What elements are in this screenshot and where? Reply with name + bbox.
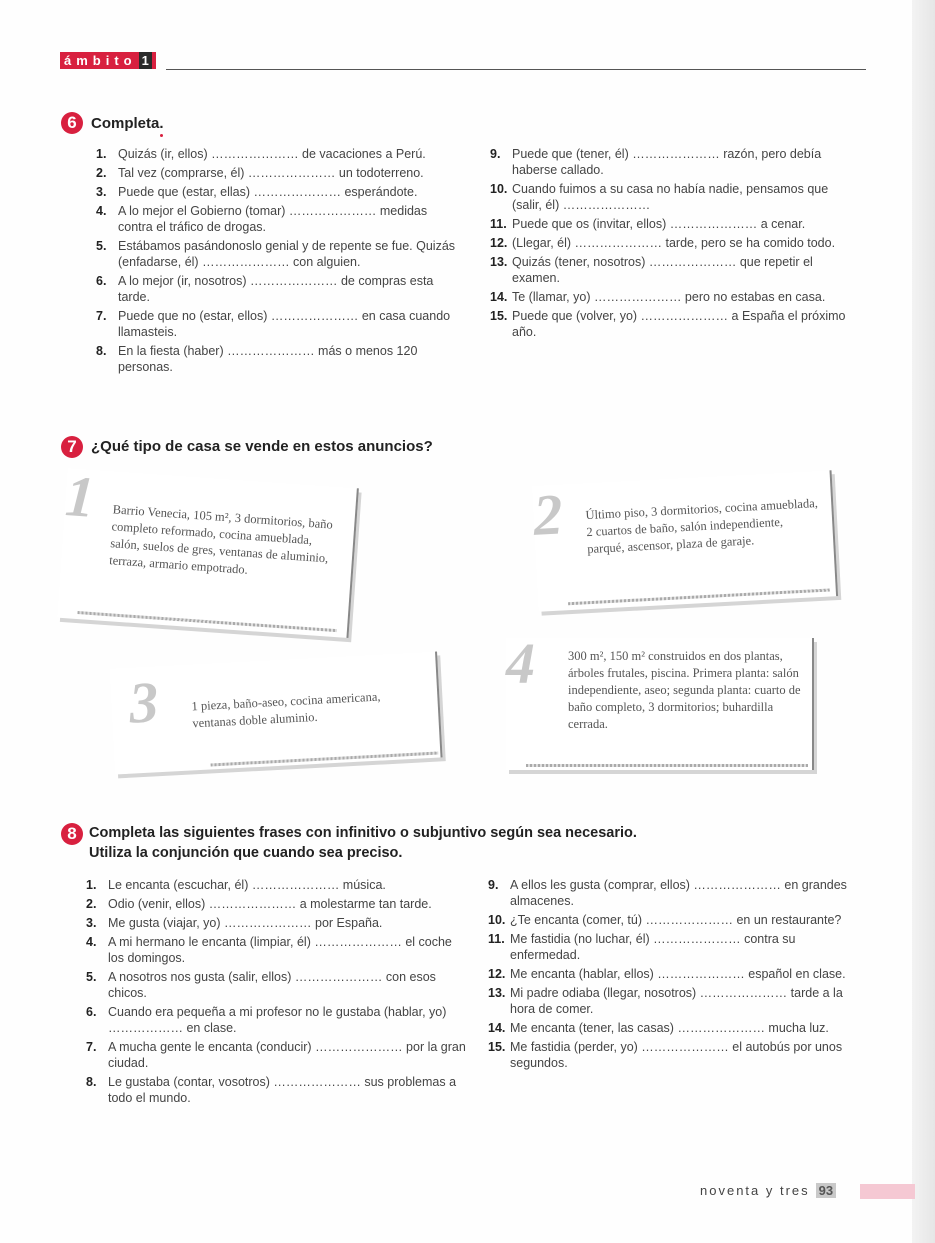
item-number: 1. (86, 878, 97, 892)
item-number: 9. (490, 147, 501, 161)
item-number: 3. (86, 916, 97, 930)
item-number: 11. (488, 932, 505, 946)
item-number: 9. (488, 878, 499, 892)
item-number: 4. (96, 204, 107, 218)
item-number: 13. (490, 255, 508, 269)
footer-text: noventa y tres (700, 1183, 810, 1198)
exercise-item (86, 896, 468, 912)
exercise-8-right-column (488, 877, 860, 1074)
exercise-item (490, 289, 855, 305)
exercise-item (86, 969, 468, 1001)
exercise-item (490, 235, 855, 251)
exercise-item (96, 203, 456, 235)
exercise-item (96, 273, 456, 305)
item-number: 14. (490, 290, 508, 304)
item-number: 4. (86, 935, 97, 949)
item-text: (Llegar, él) ………………… tarde, pero se ha comido todo. (512, 236, 836, 250)
exercise-item (86, 1039, 468, 1071)
item-text: Cuando fuimos a su casa no había nadie, pensamos que (salir, él) ………………… (512, 182, 829, 212)
item-number: 13. (488, 986, 506, 1000)
item-number: 15. (488, 1040, 506, 1054)
item-text: Me encanta (hablar, ellos) ………………… español en clase. (510, 967, 846, 981)
item-number: 12. (488, 967, 506, 981)
ad-card-4-number: 4 (506, 631, 535, 696)
page-number: 93 (816, 1183, 836, 1198)
item-number: 11. (490, 217, 507, 231)
header-rule (166, 69, 866, 70)
item-text: Me gusta (viajar, yo) ………………… por España. (108, 916, 383, 930)
exercise-item (86, 915, 468, 931)
exercise-8-title-line-1: Completa las siguientes frases con infinitivo o subjuntivo según sea necesario. (89, 825, 637, 841)
exercise-item (86, 1004, 468, 1036)
item-number: 1. (96, 147, 107, 161)
decorative-dot (160, 134, 163, 137)
ad-card-1 (57, 463, 359, 638)
item-text: A lo mejor (ir, nosotros) ………………… de compras esta tarde. (118, 274, 434, 304)
item-text: Cuando era pequeña a mi profesor no le gustaba (hablar, yo) ……………… en clase. (108, 1005, 447, 1035)
section-number: 1 (139, 52, 152, 69)
item-text: Tal vez (comprarse, él) ………………… un todoterreno. (118, 166, 424, 180)
item-number: 12. (490, 236, 508, 250)
item-text: Puede que (volver, yo) ………………… a España el próximo año. (512, 309, 846, 339)
ad-card-3-text: 1 pieza, baño-aseo, cocina americana, ventanas doble aluminio. (191, 689, 381, 731)
exercise-6-badge: 6 (61, 112, 83, 134)
page-edge-shadow (912, 0, 935, 1243)
section-label: ámbito (64, 53, 137, 68)
exercise-6-title: Completa. (91, 115, 164, 132)
item-text: Mi padre odiaba (llegar, nosotros) ………………… tarde a la hora de comer. (510, 986, 843, 1016)
exercise-item (488, 877, 860, 909)
item-text: Quizás (tener, nosotros) ………………… que repetir el examen. (512, 255, 813, 285)
footer-accent-bar (860, 1184, 915, 1199)
item-text: A lo mejor el Gobierno (tomar) ………………… medidas contra el tráfico de drogas. (118, 204, 428, 234)
ad-card-3 (109, 651, 442, 774)
item-text: Puede que (estar, ellas) ………………… esperándote. (118, 185, 418, 199)
item-number: 10. (490, 182, 508, 196)
exercise-item (490, 254, 855, 286)
item-text: En la fiesta (haber) ………………… más o menos 120 personas. (118, 344, 418, 374)
item-text: Me fastidia (perder, yo) ………………… el autobús por unos segundos. (510, 1040, 843, 1070)
exercise-item (86, 877, 468, 893)
exercise-item (96, 146, 456, 162)
exercise-8-badge: 8 (61, 823, 83, 845)
ad-card-1-rule (77, 611, 337, 632)
item-text: Le gustaba (contar, vosotros) ………………… sus problemas a todo el mundo. (108, 1075, 457, 1105)
exercise-8-title-line-2: Utiliza la conjunción que cuando sea preciso. (89, 845, 403, 861)
ad-card-1-text: Barrio Venecia, 105 m², 3 dormitorios, baño completo reformado, cocina amueblada, salón, suelos de gres, ventanas de aluminio, terraza, armario empotrado. (108, 502, 334, 577)
item-text: A nosotros nos gusta (salir, ellos) ………………… con esos chicos. (108, 970, 436, 1000)
item-text: Puede que os (invitar, ellos) ………………… a cenar. (512, 217, 806, 231)
ad-card-2-number: 2 (531, 481, 565, 548)
exercise-item (490, 146, 855, 178)
ad-card-4-rule (526, 764, 808, 767)
item-text: Me encanta (tener, las casas) ………………… mucha luz. (510, 1021, 829, 1035)
exercise-6-right-column (490, 146, 855, 343)
ad-card-2-text: Último piso, 3 dormitorios, cocina amueblada, 2 cuartos de baño, salón independiente, parqué, ascensor, plaza de garaje. (585, 496, 819, 557)
exercise-6-left-column (96, 146, 456, 378)
item-text: Estábamos pasándonoslo genial y de repente se fue. Quizás (enfadarse, él) ………………… con alguien. (118, 239, 456, 269)
exercise-item (488, 931, 860, 963)
exercise-item (490, 216, 855, 232)
exercise-item (96, 343, 456, 375)
item-text: A mi hermano le encanta (limpiar, él) ………………… el coche los domingos. (108, 935, 452, 965)
exercise-item (488, 1039, 860, 1071)
exercise-item (488, 966, 860, 982)
item-number: 6. (86, 1005, 97, 1019)
exercise-item (96, 184, 456, 200)
item-number: 14. (488, 1021, 506, 1035)
item-number: 2. (86, 897, 97, 911)
item-number: 8. (86, 1075, 97, 1089)
item-number: 5. (86, 970, 97, 984)
exercise-item (86, 1074, 468, 1106)
item-text: ¿Te encanta (comer, tú) ………………… en un restaurante? (510, 913, 842, 927)
section-header-tab (60, 52, 156, 69)
exercise-8-left-column (86, 877, 468, 1109)
ad-card-2 (532, 470, 838, 612)
exercise-7-badge: 7 (61, 436, 83, 458)
exercise-item (488, 912, 860, 928)
exercise-item (490, 308, 855, 340)
exercise-7-title: ¿Qué tipo de casa se vende en estos anuncios? (91, 438, 433, 455)
ad-card-2-rule (568, 588, 830, 605)
ad-card-4-text: 300 m², 150 m² construidos en dos plantas, árboles frutales, piscina. Primera planta: salón independiente, aseo; segunda planta: cuarto de baño completo, 3 dormitorios; buhardilla cerrada. (568, 649, 801, 731)
ad-card-4 (506, 631, 814, 770)
item-number: 10. (488, 913, 506, 927)
exercise-item (86, 934, 468, 966)
item-text: A ellos les gusta (comprar, ellos) ………………… en grandes almacenes. (510, 878, 847, 908)
item-number: 7. (96, 309, 107, 323)
item-text: Puede que (tener, él) ………………… razón, pero debía haberse callado. (512, 147, 822, 177)
item-number: 6. (96, 274, 107, 288)
item-text: A mucha gente le encanta (conducir) ………………… por la gran ciudad. (108, 1040, 466, 1070)
item-number: 3. (96, 185, 107, 199)
item-number: 2. (96, 166, 107, 180)
ad-card-1-number: 1 (63, 463, 97, 530)
exercise-item (488, 985, 860, 1017)
exercise-item (488, 1020, 860, 1036)
item-number: 7. (86, 1040, 97, 1054)
exercise-item (490, 181, 855, 213)
item-text: Odio (venir, ellos) ………………… a molestarme tan tarde. (108, 897, 432, 911)
item-text: Puede que no (estar, ellos) ………………… en casa cuando llamasteis. (118, 309, 451, 339)
page-footer (700, 1183, 836, 1198)
item-text: Le encanta (escuchar, él) ………………… música. (108, 878, 386, 892)
exercise-item (96, 165, 456, 181)
item-text: Te (llamar, yo) ………………… pero no estabas en casa. (512, 290, 826, 304)
exercise-item (96, 238, 456, 270)
ad-card-3-number: 3 (127, 669, 160, 736)
exercise-item (96, 308, 456, 340)
item-text: Quizás (ir, ellos) ………………… de vacaciones a Perú. (118, 147, 426, 161)
item-number: 15. (490, 309, 508, 323)
ad-card-3-rule (211, 752, 439, 767)
item-number: 5. (96, 239, 107, 253)
item-text: Me fastidia (no luchar, él) ………………… contra su enfermedad. (510, 932, 796, 962)
item-number: 8. (96, 344, 107, 358)
